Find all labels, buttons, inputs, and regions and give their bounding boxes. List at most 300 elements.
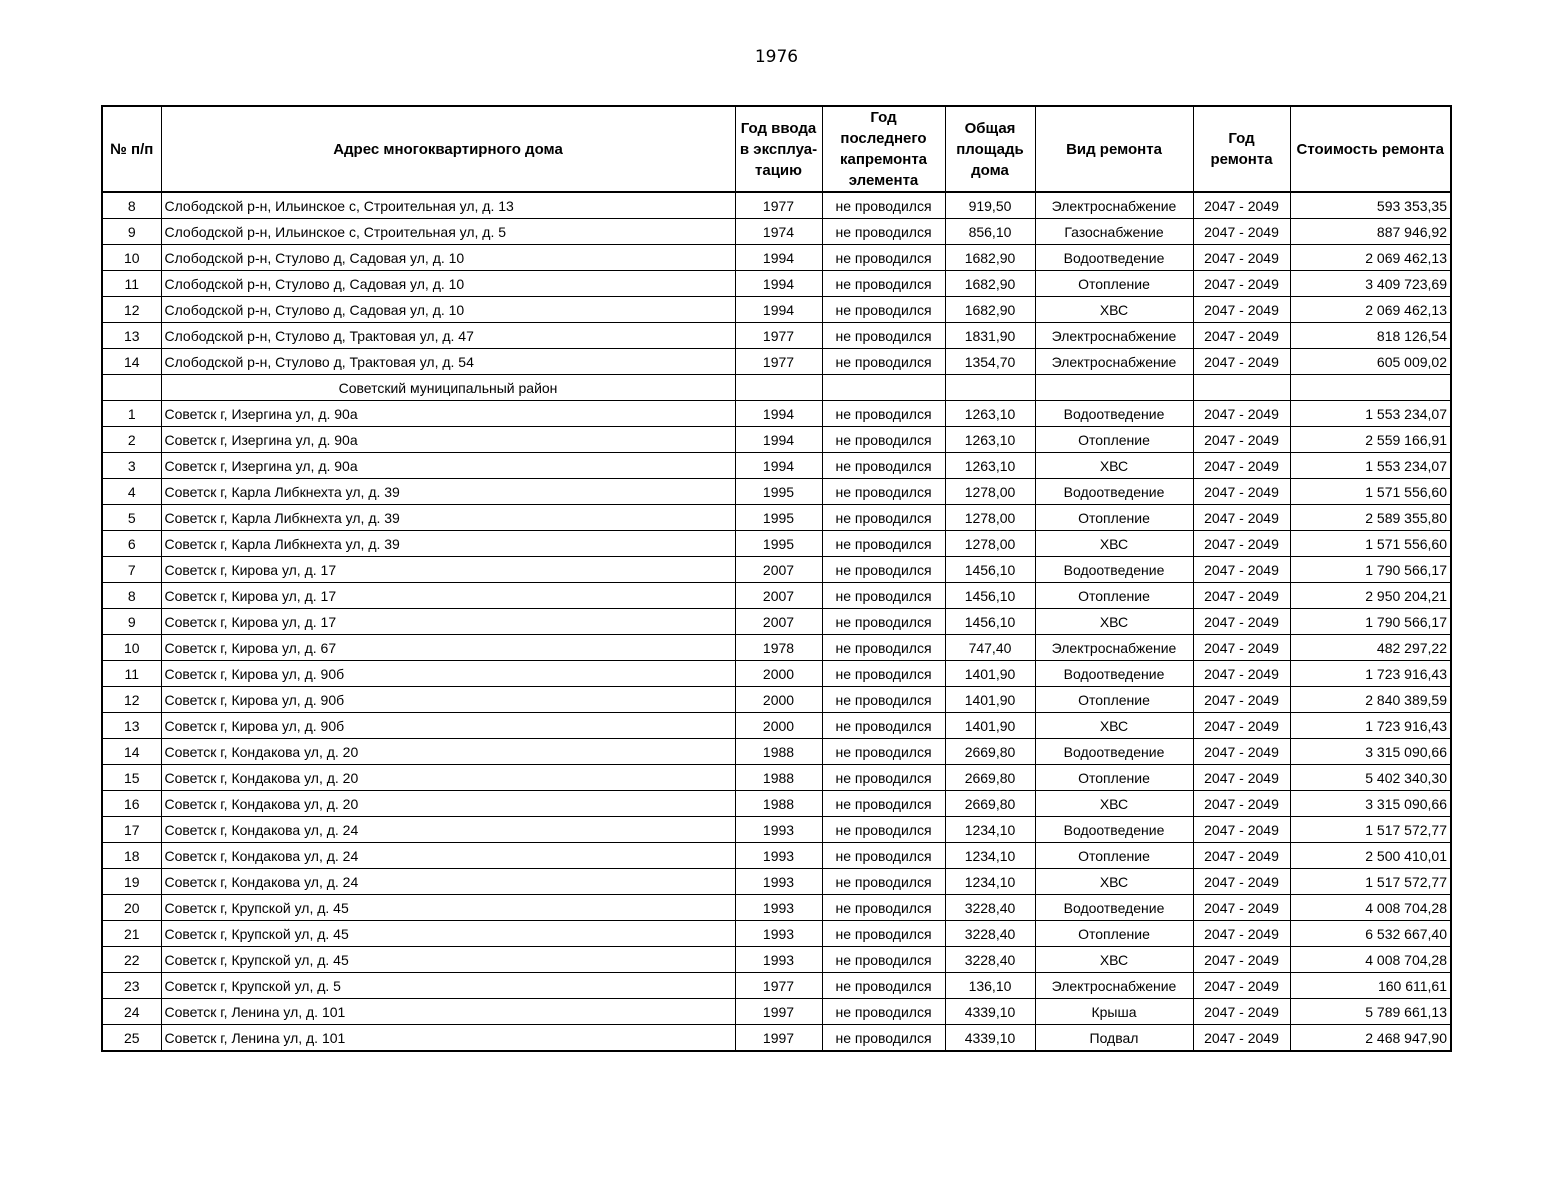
cell-number: 7 — [102, 557, 161, 583]
cell-repair-type: Отопление — [1035, 687, 1193, 713]
cell-year-built: 2000 — [735, 713, 822, 739]
table-row — [102, 583, 1451, 609]
cell-repair-type: Водоотведение — [1035, 245, 1193, 271]
cell-cost: 887 946,92 — [1290, 219, 1451, 245]
cell-repair-type: Крыша — [1035, 999, 1193, 1025]
cell-area: 2669,80 — [945, 791, 1035, 817]
cell-year-built: 1993 — [735, 921, 822, 947]
cell-address: Советск г, Ленина ул, д. 101 — [161, 999, 735, 1025]
cell-last-repair: не проводился — [822, 635, 945, 661]
cell-repair-period: 2047 - 2049 — [1193, 427, 1290, 453]
cell-year-built: 2007 — [735, 609, 822, 635]
cell-cost: 2 500 410,01 — [1290, 843, 1451, 869]
page-number: 1976 — [754, 47, 799, 67]
cell-year-built: 2007 — [735, 583, 822, 609]
cell-year-built: 1994 — [735, 297, 822, 323]
cell-last-repair: не проводился — [822, 739, 945, 765]
cell-repair-type: ХВС — [1035, 297, 1193, 323]
cell-repair-type: ХВС — [1035, 453, 1193, 479]
cell-number: 6 — [102, 531, 161, 557]
table-row — [102, 739, 1451, 765]
cell-repair-period: 2047 - 2049 — [1193, 739, 1290, 765]
cell-last-repair: не проводился — [822, 557, 945, 583]
table-row — [102, 713, 1451, 739]
cell-year-built: 1993 — [735, 947, 822, 973]
table-row — [102, 921, 1451, 947]
table-row — [102, 947, 1451, 973]
cell-address: Советск г, Кирова ул, д. 90б — [161, 713, 735, 739]
cell-last-repair: не проводился — [822, 921, 945, 947]
table-row — [102, 869, 1451, 895]
cell-repair-period: 2047 - 2049 — [1193, 245, 1290, 271]
cell-repair-type: Подвал — [1035, 1025, 1193, 1052]
table-row — [102, 609, 1451, 635]
cell-address: Слободской р-н, Ильинское с, Строительная ул, д. 5 — [161, 219, 735, 245]
cell-repair-type: Газоснабжение — [1035, 219, 1193, 245]
cell-address: Слободской р-н, Ильинское с, Строительная ул, д. 13 — [161, 192, 735, 219]
cell-last-repair: не проводился — [822, 583, 945, 609]
header-year-built: Год ввода в эксплуа-тацию — [735, 106, 822, 192]
section-empty-cell — [735, 375, 822, 401]
cell-repair-period: 2047 - 2049 — [1193, 192, 1290, 219]
cell-last-repair: не проводился — [822, 323, 945, 349]
cell-repair-period: 2047 - 2049 — [1193, 1025, 1290, 1052]
cell-year-built: 1994 — [735, 401, 822, 427]
cell-year-built: 2007 — [735, 557, 822, 583]
cell-area: 1354,70 — [945, 349, 1035, 375]
cell-repair-period: 2047 - 2049 — [1193, 687, 1290, 713]
cell-number: 17 — [102, 817, 161, 843]
cell-address: Советск г, Кондакова ул, д. 20 — [161, 791, 735, 817]
table-row — [102, 453, 1451, 479]
cell-last-repair: не проводился — [822, 349, 945, 375]
table-row — [102, 817, 1451, 843]
cell-last-repair: не проводился — [822, 609, 945, 635]
cell-year-built: 1993 — [735, 895, 822, 921]
cell-area: 1263,10 — [945, 401, 1035, 427]
cell-repair-period: 2047 - 2049 — [1193, 869, 1290, 895]
cell-number: 24 — [102, 999, 161, 1025]
cell-repair-type: Электроснабжение — [1035, 973, 1193, 999]
cell-number: 19 — [102, 869, 161, 895]
table-row — [102, 687, 1451, 713]
cell-number: 25 — [102, 1025, 161, 1052]
cell-area: 1401,90 — [945, 661, 1035, 687]
cell-cost: 2 559 166,91 — [1290, 427, 1451, 453]
cell-address: Советск г, Кирова ул, д. 90б — [161, 687, 735, 713]
cell-cost: 1 571 556,60 — [1290, 531, 1451, 557]
header-area: Общая площадь дома — [945, 106, 1035, 192]
cell-area: 3228,40 — [945, 921, 1035, 947]
cell-area: 1401,90 — [945, 713, 1035, 739]
cell-repair-period: 2047 - 2049 — [1193, 531, 1290, 557]
cell-last-repair: не проводился — [822, 999, 945, 1025]
cell-number: 10 — [102, 635, 161, 661]
cell-cost: 593 353,35 — [1290, 192, 1451, 219]
cell-address: Советск г, Карла Либкнехта ул, д. 39 — [161, 505, 735, 531]
cell-area: 2669,80 — [945, 739, 1035, 765]
cell-address: Советск г, Карла Либкнехта ул, д. 39 — [161, 531, 735, 557]
cell-year-built: 1994 — [735, 271, 822, 297]
cell-last-repair: не проводился — [822, 661, 945, 687]
cell-number: 12 — [102, 297, 161, 323]
cell-year-built: 1977 — [735, 192, 822, 219]
cell-area: 136,10 — [945, 973, 1035, 999]
cell-repair-period: 2047 - 2049 — [1193, 479, 1290, 505]
cell-address: Советск г, Крупской ул, д. 45 — [161, 895, 735, 921]
cell-repair-period: 2047 - 2049 — [1193, 219, 1290, 245]
cell-repair-period: 2047 - 2049 — [1193, 765, 1290, 791]
cell-year-built: 1977 — [735, 973, 822, 999]
cell-number: 23 — [102, 973, 161, 999]
cell-cost: 2 468 947,90 — [1290, 1025, 1451, 1052]
cell-area: 1401,90 — [945, 687, 1035, 713]
cell-last-repair: не проводился — [822, 453, 945, 479]
cell-repair-type: Водоотведение — [1035, 479, 1193, 505]
cell-address: Советск г, Изергина ул, д. 90а — [161, 401, 735, 427]
cell-last-repair: не проводился — [822, 271, 945, 297]
section-empty-cell — [102, 375, 161, 401]
cell-number: 16 — [102, 791, 161, 817]
cell-repair-period: 2047 - 2049 — [1193, 323, 1290, 349]
cell-year-built: 1974 — [735, 219, 822, 245]
cell-area: 4339,10 — [945, 999, 1035, 1025]
cell-address: Советск г, Кирова ул, д. 90б — [161, 661, 735, 687]
cell-year-built: 1993 — [735, 869, 822, 895]
cell-year-built: 1988 — [735, 791, 822, 817]
cell-cost: 482 297,22 — [1290, 635, 1451, 661]
section-row-group — [102, 375, 1451, 401]
table-row — [102, 297, 1451, 323]
cell-last-repair: не проводился — [822, 192, 945, 219]
cell-year-built: 1988 — [735, 739, 822, 765]
cell-last-repair: не проводился — [822, 297, 945, 323]
cell-repair-type: Водоотведение — [1035, 739, 1193, 765]
section-title: Советский муниципальный район — [161, 375, 735, 401]
cell-address: Советск г, Крупской ул, д. 5 — [161, 973, 735, 999]
cell-address: Советск г, Кирова ул, д. 17 — [161, 609, 735, 635]
cell-area: 1682,90 — [945, 271, 1035, 297]
cell-last-repair: не проводился — [822, 869, 945, 895]
cell-cost: 1 553 234,07 — [1290, 401, 1451, 427]
cell-repair-type: ХВС — [1035, 713, 1193, 739]
cell-number: 10 — [102, 245, 161, 271]
cell-repair-type: ХВС — [1035, 947, 1193, 973]
cell-number: 9 — [102, 609, 161, 635]
header-address: Адрес многоквартирного дома — [161, 106, 735, 192]
cell-repair-period: 2047 - 2049 — [1193, 713, 1290, 739]
cell-repair-type: Отопление — [1035, 505, 1193, 531]
cell-number: 22 — [102, 947, 161, 973]
cell-area: 1682,90 — [945, 245, 1035, 271]
cell-repair-type: Отопление — [1035, 765, 1193, 791]
cell-year-built: 1994 — [735, 453, 822, 479]
cell-address: Советск г, Кондакова ул, д. 20 — [161, 765, 735, 791]
cell-address: Советск г, Крупской ул, д. 45 — [161, 921, 735, 947]
cell-repair-period: 2047 - 2049 — [1193, 583, 1290, 609]
cell-cost: 5 789 661,13 — [1290, 999, 1451, 1025]
header-repair-type: Вид ремонта — [1035, 106, 1193, 192]
cell-last-repair: не проводился — [822, 895, 945, 921]
cell-number: 20 — [102, 895, 161, 921]
cell-area: 1831,90 — [945, 323, 1035, 349]
cell-repair-period: 2047 - 2049 — [1193, 817, 1290, 843]
cell-repair-period: 2047 - 2049 — [1193, 661, 1290, 687]
cell-cost: 1 553 234,07 — [1290, 453, 1451, 479]
cell-year-built: 1995 — [735, 505, 822, 531]
cell-repair-type: Электроснабжение — [1035, 349, 1193, 375]
cell-year-built: 1978 — [735, 635, 822, 661]
cell-area: 919,50 — [945, 192, 1035, 219]
cell-repair-type: Отопление — [1035, 921, 1193, 947]
cell-number: 18 — [102, 843, 161, 869]
cell-number: 11 — [102, 661, 161, 687]
cell-repair-period: 2047 - 2049 — [1193, 843, 1290, 869]
cell-last-repair: не проводился — [822, 219, 945, 245]
cell-cost: 160 611,61 — [1290, 973, 1451, 999]
table-row — [102, 999, 1451, 1025]
cell-area: 2669,80 — [945, 765, 1035, 791]
cell-last-repair: не проводился — [822, 531, 945, 557]
table-row — [102, 843, 1451, 869]
cell-number: 5 — [102, 505, 161, 531]
table-row — [102, 765, 1451, 791]
cell-repair-type: Отопление — [1035, 427, 1193, 453]
cell-number: 14 — [102, 349, 161, 375]
cell-year-built: 2000 — [735, 687, 822, 713]
table-row — [102, 271, 1451, 297]
cell-repair-type: Электроснабжение — [1035, 192, 1193, 219]
cell-year-built: 1995 — [735, 531, 822, 557]
cell-repair-type: ХВС — [1035, 791, 1193, 817]
cell-year-built: 1977 — [735, 349, 822, 375]
cell-address: Советск г, Ленина ул, д. 101 — [161, 1025, 735, 1052]
table-header-row — [102, 106, 1451, 192]
cell-repair-period: 2047 - 2049 — [1193, 401, 1290, 427]
cell-address: Слободской р-н, Стулово д, Садовая ул, д. 10 — [161, 297, 735, 323]
header-repair-period: Год ремонта — [1193, 106, 1290, 192]
cell-cost: 1 790 566,17 — [1290, 609, 1451, 635]
cell-repair-type: Отопление — [1035, 583, 1193, 609]
cell-number: 2 — [102, 427, 161, 453]
cell-area: 1456,10 — [945, 557, 1035, 583]
cell-area: 747,40 — [945, 635, 1035, 661]
repair-schedule-table — [101, 105, 1452, 1052]
cell-repair-period: 2047 - 2049 — [1193, 609, 1290, 635]
section-empty-cell — [1290, 375, 1451, 401]
cell-number: 4 — [102, 479, 161, 505]
cell-area: 3228,40 — [945, 947, 1035, 973]
cell-address: Слободской р-н, Стулово д, Садовая ул, д. 10 — [161, 245, 735, 271]
cell-cost: 1 571 556,60 — [1290, 479, 1451, 505]
cell-cost: 3 315 090,66 — [1290, 739, 1451, 765]
cell-year-built: 1993 — [735, 817, 822, 843]
cell-cost: 818 126,54 — [1290, 323, 1451, 349]
cell-year-built: 1988 — [735, 765, 822, 791]
cell-repair-period: 2047 - 2049 — [1193, 895, 1290, 921]
cell-repair-period: 2047 - 2049 — [1193, 453, 1290, 479]
table-row — [102, 427, 1451, 453]
table-row — [102, 219, 1451, 245]
cell-last-repair: не проводился — [822, 713, 945, 739]
cell-number: 8 — [102, 583, 161, 609]
cell-number: 9 — [102, 219, 161, 245]
cell-area: 1456,10 — [945, 609, 1035, 635]
group-slobodskoy-rows — [102, 192, 1451, 375]
cell-area: 856,10 — [945, 219, 1035, 245]
cell-last-repair: не проводился — [822, 245, 945, 271]
cell-cost: 3 315 090,66 — [1290, 791, 1451, 817]
cell-number: 1 — [102, 401, 161, 427]
cell-number: 3 — [102, 453, 161, 479]
cell-address: Советск г, Кондакова ул, д. 24 — [161, 869, 735, 895]
table-row — [102, 323, 1451, 349]
cell-year-built: 1994 — [735, 427, 822, 453]
cell-repair-period: 2047 - 2049 — [1193, 557, 1290, 583]
cell-address: Советск г, Кирова ул, д. 67 — [161, 635, 735, 661]
cell-repair-period: 2047 - 2049 — [1193, 271, 1290, 297]
cell-last-repair: не проводился — [822, 817, 945, 843]
cell-address: Советск г, Карла Либкнехта ул, д. 39 — [161, 479, 735, 505]
cell-cost: 3 409 723,69 — [1290, 271, 1451, 297]
cell-repair-type: Электроснабжение — [1035, 323, 1193, 349]
cell-year-built: 1997 — [735, 1025, 822, 1052]
cell-address: Советск г, Кондакова ул, д. 24 — [161, 843, 735, 869]
cell-number: 14 — [102, 739, 161, 765]
cell-number: 8 — [102, 192, 161, 219]
cell-address: Советск г, Изергина ул, д. 90а — [161, 453, 735, 479]
cell-cost: 2 589 355,80 — [1290, 505, 1451, 531]
cell-area: 1278,00 — [945, 531, 1035, 557]
table-row — [102, 531, 1451, 557]
section-empty-cell — [822, 375, 945, 401]
cell-number: 11 — [102, 271, 161, 297]
cell-address: Советск г, Кондакова ул, д. 24 — [161, 817, 735, 843]
cell-area: 1263,10 — [945, 453, 1035, 479]
cell-repair-type: ХВС — [1035, 531, 1193, 557]
table-row — [102, 635, 1451, 661]
cell-address: Советск г, Кондакова ул, д. 20 — [161, 739, 735, 765]
cell-area: 1234,10 — [945, 869, 1035, 895]
cell-last-repair: не проводился — [822, 401, 945, 427]
cell-last-repair: не проводился — [822, 791, 945, 817]
cell-cost: 605 009,02 — [1290, 349, 1451, 375]
cell-cost: 2 069 462,13 — [1290, 297, 1451, 323]
cell-year-built: 1995 — [735, 479, 822, 505]
cell-year-built: 1977 — [735, 323, 822, 349]
cell-repair-period: 2047 - 2049 — [1193, 973, 1290, 999]
cell-area: 1278,00 — [945, 505, 1035, 531]
cell-last-repair: не проводился — [822, 1025, 945, 1052]
cell-year-built: 1997 — [735, 999, 822, 1025]
cell-repair-type: Водоотведение — [1035, 557, 1193, 583]
cell-repair-period: 2047 - 2049 — [1193, 947, 1290, 973]
cell-repair-type: Отопление — [1035, 271, 1193, 297]
table-row — [102, 661, 1451, 687]
cell-repair-type: Водоотведение — [1035, 661, 1193, 687]
cell-area: 1278,00 — [945, 479, 1035, 505]
cell-repair-period: 2047 - 2049 — [1193, 349, 1290, 375]
cell-repair-type: Водоотведение — [1035, 895, 1193, 921]
table-row — [102, 245, 1451, 271]
group-sovetsky-rows — [102, 401, 1451, 1052]
table-row — [102, 505, 1451, 531]
table-row — [102, 401, 1451, 427]
table-row — [102, 349, 1451, 375]
cell-last-repair: не проводился — [822, 973, 945, 999]
cell-repair-period: 2047 - 2049 — [1193, 297, 1290, 323]
table-row — [102, 479, 1451, 505]
section-empty-cell — [945, 375, 1035, 401]
cell-last-repair: не проводился — [822, 843, 945, 869]
cell-last-repair: не проводился — [822, 427, 945, 453]
cell-cost: 5 402 340,30 — [1290, 765, 1451, 791]
cell-last-repair: не проводился — [822, 765, 945, 791]
cell-cost: 6 532 667,40 — [1290, 921, 1451, 947]
cell-last-repair: не проводился — [822, 505, 945, 531]
cell-repair-type: Водоотведение — [1035, 817, 1193, 843]
cell-address: Слободской р-н, Стулово д, Трактовая ул, д. 54 — [161, 349, 735, 375]
cell-cost: 1 790 566,17 — [1290, 557, 1451, 583]
cell-year-built: 1993 — [735, 843, 822, 869]
cell-repair-type: Отопление — [1035, 843, 1193, 869]
cell-last-repair: не проводился — [822, 687, 945, 713]
cell-cost: 1 517 572,77 — [1290, 869, 1451, 895]
cell-repair-period: 2047 - 2049 — [1193, 999, 1290, 1025]
cell-address: Советск г, Кирова ул, д. 17 — [161, 557, 735, 583]
cell-area: 1263,10 — [945, 427, 1035, 453]
table-row — [102, 895, 1451, 921]
table-row — [102, 791, 1451, 817]
cell-area: 4339,10 — [945, 1025, 1035, 1052]
cell-last-repair: не проводился — [822, 479, 945, 505]
cell-cost: 2 840 389,59 — [1290, 687, 1451, 713]
table-row — [102, 973, 1451, 999]
cell-cost: 1 723 916,43 — [1290, 661, 1451, 687]
table-row — [102, 192, 1451, 219]
cell-repair-period: 2047 - 2049 — [1193, 505, 1290, 531]
header-last-repair: Год последнего капремонта элемента — [822, 106, 945, 192]
cell-repair-period: 2047 - 2049 — [1193, 921, 1290, 947]
cell-repair-type: ХВС — [1035, 609, 1193, 635]
cell-repair-period: 2047 - 2049 — [1193, 635, 1290, 661]
cell-last-repair: не проводился — [822, 947, 945, 973]
cell-number: 12 — [102, 687, 161, 713]
cell-repair-period: 2047 - 2049 — [1193, 791, 1290, 817]
cell-cost: 1 723 916,43 — [1290, 713, 1451, 739]
cell-number: 15 — [102, 765, 161, 791]
table-row — [102, 557, 1451, 583]
cell-cost: 4 008 704,28 — [1290, 947, 1451, 973]
cell-cost: 2 950 204,21 — [1290, 583, 1451, 609]
cell-number: 13 — [102, 713, 161, 739]
cell-area: 1682,90 — [945, 297, 1035, 323]
cell-address: Советск г, Изергина ул, д. 90а — [161, 427, 735, 453]
cell-repair-type: Водоотведение — [1035, 401, 1193, 427]
table-row — [102, 1025, 1451, 1052]
header-number: № п/п — [102, 106, 161, 192]
cell-cost: 4 008 704,28 — [1290, 895, 1451, 921]
header-cost: Стоимость ремонта — [1290, 106, 1451, 192]
cell-number: 13 — [102, 323, 161, 349]
cell-area: 3228,40 — [945, 895, 1035, 921]
cell-cost: 1 517 572,77 — [1290, 817, 1451, 843]
cell-address: Советск г, Крупской ул, д. 45 — [161, 947, 735, 973]
cell-repair-type: Электроснабжение — [1035, 635, 1193, 661]
cell-address: Слободской р-н, Стулово д, Садовая ул, д. 10 — [161, 271, 735, 297]
cell-year-built: 1994 — [735, 245, 822, 271]
cell-area: 1234,10 — [945, 817, 1035, 843]
